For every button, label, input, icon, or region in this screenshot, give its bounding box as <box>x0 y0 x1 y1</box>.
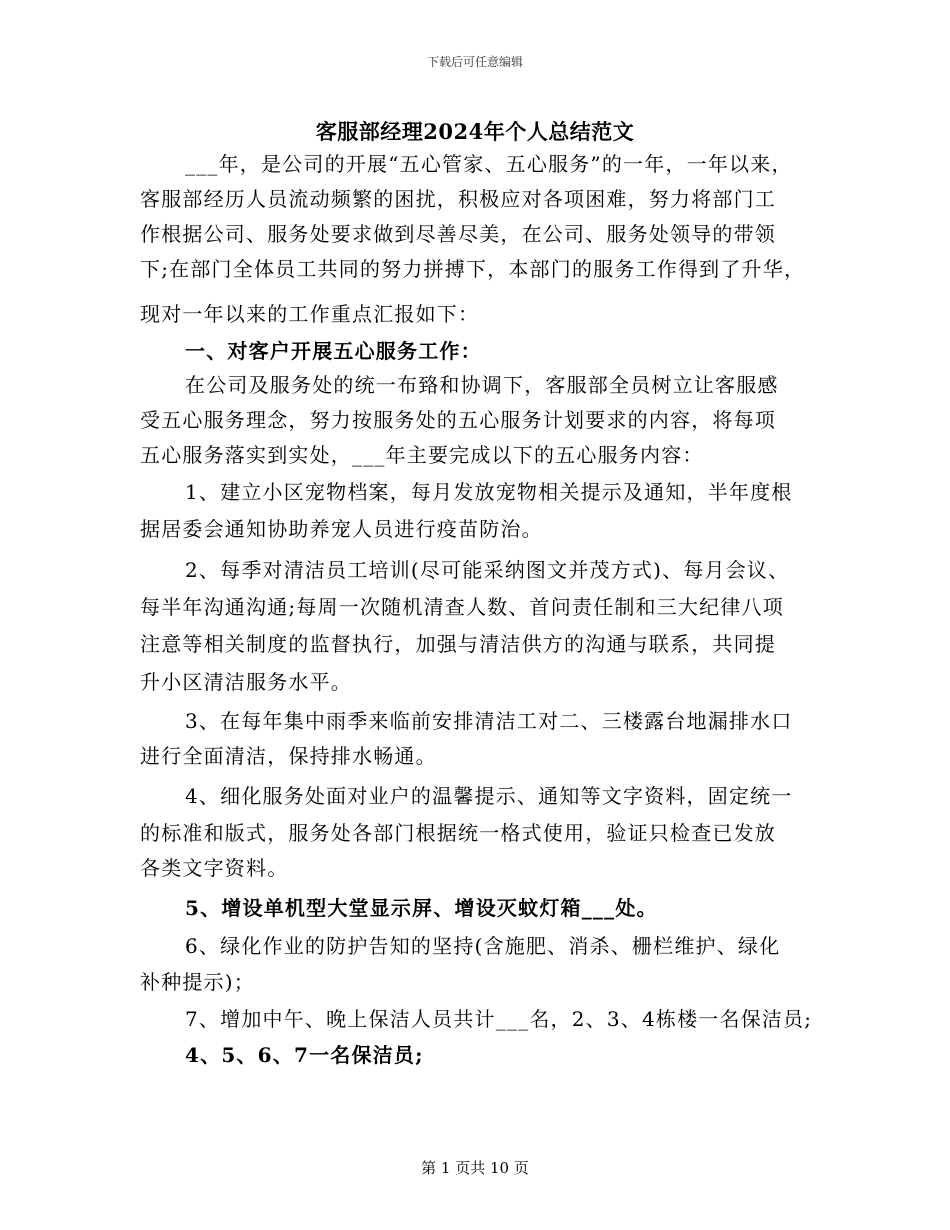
page-header: 下载后可任意编辑 <box>426 55 523 69</box>
body-line: 据居委会通知协助养宠人员进行疫苗防治。 <box>140 517 543 541</box>
body-line: 受五心服务理念，努力按服务处的五心服务计划要求的内容，将每项 <box>140 408 776 432</box>
body-line: 进行全面清洁，保持排水畅通。 <box>140 744 437 768</box>
body-line: 2、每季对清洁员工培训(尽可能采纳图文并茂方式)、每月会议、 <box>185 558 790 582</box>
body-line: 1、建立小区宠物档案，每月发放宠物相关提示及通知，半年度根 <box>185 480 793 504</box>
body-line: 4、5、6、7一名保洁员; <box>185 1043 424 1067</box>
body-line: 升小区清洁服务水平。 <box>140 670 352 694</box>
page-footer: 第 1 页共 10 页 <box>421 1159 529 1177</box>
body-line: 的标准和版式，服务处各部门根据统一格式使用，验证只检查已发放 <box>140 821 776 845</box>
body-line: 下;在部门全体员工共同的努力拼搏下，本部门的服务工作得到了升华， <box>140 257 806 281</box>
body-line: 7、增加中午、晚上保洁人员共计___名，2、3、4栋楼一名保洁员; <box>185 1007 813 1031</box>
body-line: 一、对客户开展五心服务工作： <box>185 339 482 363</box>
body-line: ___年，是公司的开展“五心管家、五心服务”的一年，一年以来， <box>185 152 793 176</box>
body-line: 作根据公司、服务处要求做到尽善尽美，在公司、服务处领导的带领 <box>140 222 776 246</box>
body-line: 补种提示)； <box>140 970 256 994</box>
body-line: 3、在每年集中雨季来临前安排清洁工对二、三楼露台地漏排水口 <box>185 709 793 733</box>
body-line: 6、绿化作业的防护告知的坚持(含施肥、消杀、栅栏维护、绿化 <box>185 934 781 958</box>
body-line: 注意等相关制度的监督执行，加强与清洁供方的沟通与联系，共同提 <box>140 632 776 656</box>
body-line: 在公司及服务处的统一布臵和协调下，客服部全员树立让客服感 <box>185 373 779 397</box>
body-line: 各类文字资料。 <box>140 856 289 880</box>
body-line: 现对一年以来的工作重点汇报如下： <box>140 302 480 326</box>
body-line: 4、细化服务处面对业户的温馨提示、通知等文字资料，固定统一 <box>185 784 793 808</box>
body-line: 五心服务落实到实处，___年主要完成以下的五心服务内容： <box>140 443 704 467</box>
body-line: 每半年沟通沟通;每周一次随机清查人数、首问责任制和三大纪律八项 <box>140 595 784 619</box>
body-line: 5、增设单机型大堂显示屏、增设灭蚊灯箱___处。 <box>185 896 658 920</box>
document-title: 客服部经理2024年个人总结范文 <box>315 119 635 144</box>
body-line: 客服部经历人员流动频繁的困扰，积极应对各项困难，努力将部门工 <box>140 187 776 211</box>
